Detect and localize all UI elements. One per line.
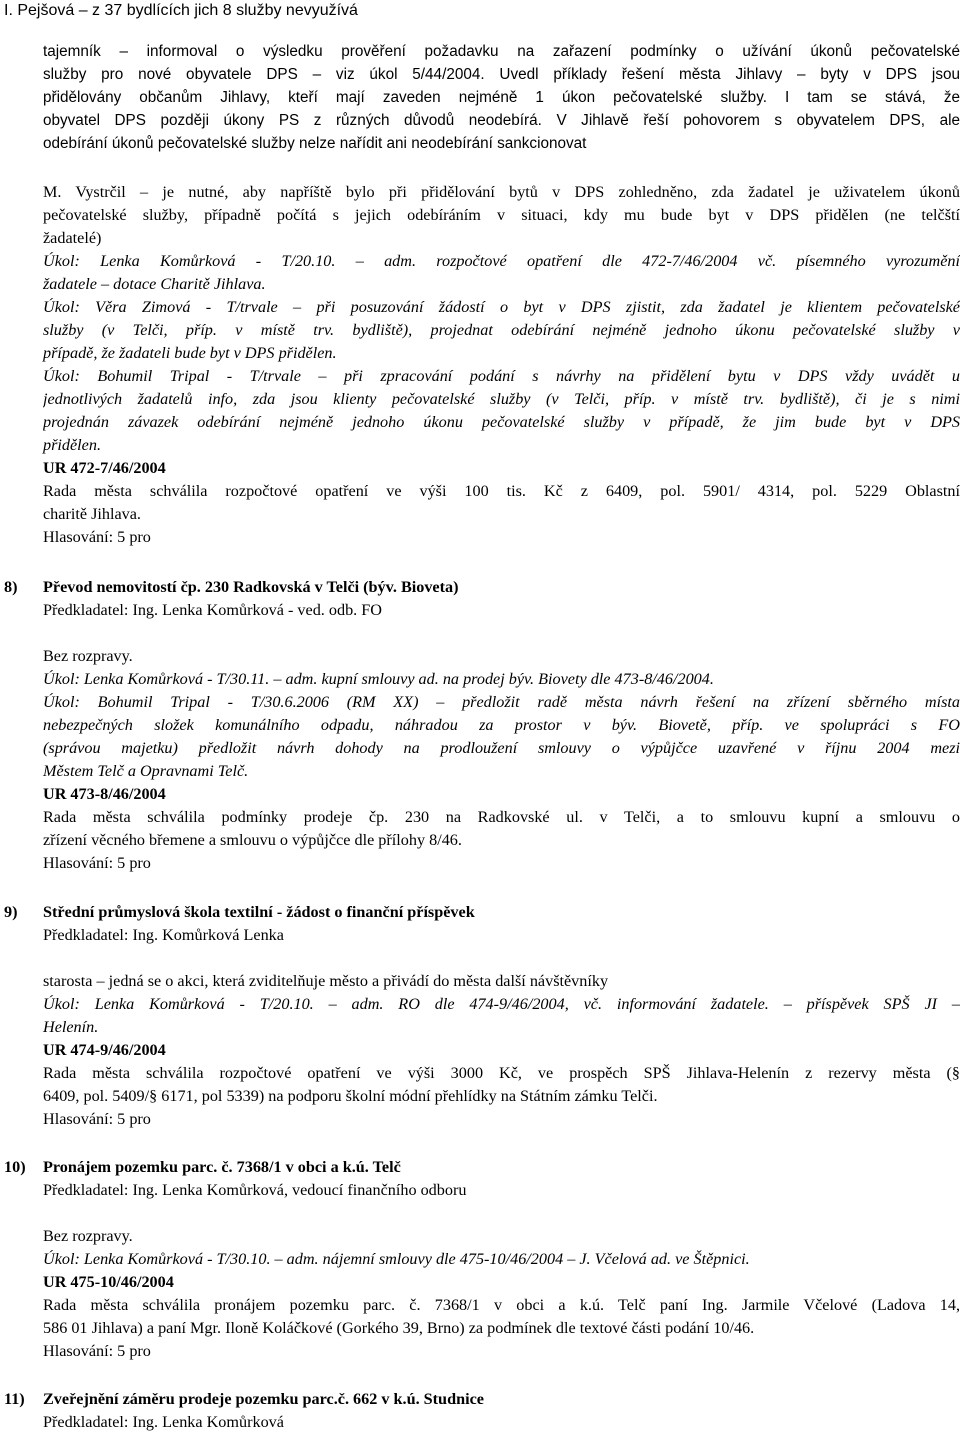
item-number: 9): [4, 903, 18, 921]
paragraph-secretary: [43, 40, 960, 155]
vote-result: Hlasování: 5 pro: [43, 528, 151, 546]
text-line: žadatelé): [43, 229, 102, 247]
item10-body: [43, 1225, 960, 1363]
task-line: Úkol: Lenka Komůrková - T/20.10. – adm. rozpočtové opatření dle 472-7/46/2004 vč. písemného vyrozumění: [43, 252, 960, 270]
resolution-code: UR 473-8/46/2004: [43, 785, 166, 803]
text-line: M. Vystrčil – je nutné, aby napříště bylo při přidělování bytů v DPS zohledněno, zda žadatel je uživatelem úkonů: [43, 183, 960, 201]
item-title: Pronájem pozemku parc. č. 7368/1 v obci a k.ú. Telč: [43, 1158, 401, 1176]
resolution-text: 6409, pol. 5409/§ 6171, pol 5339) na podporu školní módní přehlídky na Státním zámku Telči.: [43, 1087, 658, 1105]
resolution-472: [43, 457, 960, 549]
text-line: obyvatel DPS později úkony PS z různých důvodů neodebírá. V Jihlavě řeší pohovorem s obyvatelem DPS, ale: [43, 112, 960, 129]
task-line: přidělen.: [43, 436, 101, 454]
task-line: služby (v Telči, příp. v místě trv. bydliště), projednat odebírání nejméně jednoho úkonu pečovatelské služby v: [43, 321, 960, 339]
resolution-text: Rada města schválila pronájem pozemku parc. č. 7368/1 v obci a k.ú. Telč paní Ing. Jarmile Včelové (Ladova 14,: [43, 1296, 960, 1314]
vote-result: Hlasování: 5 pro: [43, 1110, 151, 1128]
task-line: Úkol: Věra Zimová - T/trvale – při posuzování žádostí o byt v DPS zjistit, zda žadatel je klientem pečovatelské: [43, 298, 960, 316]
task-line: případě, že žadateli bude byt v DPS přidělen.: [43, 344, 337, 362]
item9-presenter-block: [43, 924, 960, 947]
item-number: 10): [4, 1158, 26, 1176]
text-line: tajemník – informoval o výsledku prověření požadavku na zařazení podmínky o užívání úkonů pečovatelské: [43, 43, 960, 60]
task-line: Úkol: Lenka Komůrková - T/20.10. – adm. RO dle 474-9/46/2004, vč. informování žadatele. – příspěvek SPŠ JI –: [43, 995, 960, 1013]
task-line: Úkol: Bohumil Tripal - T/30.6.2006 (RM XX) – předložit radě města návrh řešení na zřízení sběrného místa: [43, 693, 960, 711]
task-line: Úkol: Bohumil Tripal - T/trvale – při zpracování podání s návrhy na přidělení bytu v DPS vždy uvádět u: [43, 367, 960, 385]
item9-body: [43, 970, 960, 1131]
resolution-code: UR 472-7/46/2004: [43, 459, 166, 477]
task-line: projednán závazek odebírání nejméně jednoho úkonu pečovatelské služby v případě, že jim bude byt v DPS: [43, 413, 960, 431]
resolution-text: Rada města schválila rozpočtové opatření ve výši 3000 Kč, ve prospěch SPŠ Jihlava-Helenín z rezervy města (§: [43, 1064, 960, 1082]
task-line: Úkol: Lenka Komůrková - T/30.11. – adm. kupní smlouvy ad. na prodej býv. Biovety dle 473-8/46/2004.: [43, 670, 714, 688]
item-title: Střední průmyslová škola textilní - žádost o finanční příspěvek: [43, 903, 475, 921]
task-line: Městem Telč a Opravnami Telč.: [43, 762, 249, 780]
discussion: Bez rozpravy.: [43, 1227, 133, 1245]
vote-result: Hlasování: 5 pro: [43, 854, 151, 872]
tasks-item7: [43, 250, 960, 457]
text-line: pečovatelské služby, případně počítá s jejich odebíráním v situaci, kdy mu bude byt v DPS přidělen (ne telčští: [43, 206, 960, 224]
item8-presenter-block: [43, 599, 960, 622]
text-line: přidělovány občanům Jihlavy, kteří mají zaveden nejméně 1 úkon pečovatelské služby. I tam se stává, že: [43, 89, 960, 106]
resolution-text: 586 01 Jihlava) a paní Mgr. Iloně Koláčkové (Gorkého 39, Brno) za podmínek dle textové části podání 10/46.: [43, 1319, 755, 1337]
paragraph-vystrcil: [43, 181, 960, 250]
discussion: Bez rozpravy.: [43, 647, 133, 665]
presenter: Předkladatel: Ing. Komůrková Lenka: [43, 926, 284, 944]
item8-body: [43, 645, 960, 875]
text-line: odebírání úkonů pečovatelské služby nelze nařídit ani neodebírání sankcionovat: [43, 135, 587, 152]
presenter: Předkladatel: Ing. Lenka Komůrková: [43, 1413, 284, 1431]
vote-result: Hlasování: 5 pro: [43, 1342, 151, 1360]
resolution-code: UR 475-10/46/2004: [43, 1273, 174, 1291]
presenter: Předkladatel: Ing. Lenka Komůrková - ved. odb. FO: [43, 601, 382, 619]
resolution-text: Rada města schválila rozpočtové opatření ve výši 100 tis. Kč z 6409, pol. 5901/ 4314, pol. 5229 Oblastní: [43, 482, 960, 500]
item11-presenter-block: [43, 1411, 960, 1434]
task-line: Úkol: Lenka Komůrková - T/30.10. – adm. nájemní smlouvy dle 475-10/46/2004 – J. Včelová ad. ve Štěpnici.: [43, 1250, 750, 1268]
item-number: 11): [4, 1390, 25, 1408]
presenter: Předkladatel: Ing. Lenka Komůrková, vedoucí finančního odboru: [43, 1181, 467, 1199]
task-line: nebezpečných složek komunálního odpadu, náhradou za prostor v býv. Biovetě, příp. ve spolupráci s FO: [43, 716, 960, 734]
item-title: Převod nemovitostí čp. 230 Radkovská v Telči (býv. Bioveta): [43, 578, 459, 596]
resolution-text: zřízení věcného břemene a smlouvu o výpůjčce dle přílohy 8/46.: [43, 831, 462, 849]
task-line: (správou majetku) předložit návrh dohody na prodloužení smlouvy o výpůjčce uzavřené v říjnu 2004 mezi: [43, 739, 960, 757]
item-number: 8): [4, 578, 18, 596]
resolution-code: UR 474-9/46/2004: [43, 1041, 166, 1059]
task-line: Helenín.: [43, 1018, 99, 1036]
item10-presenter-block: [43, 1179, 960, 1202]
top-item: I. Pejšová – z 37 bydlících jich 8 služby nevyužívá: [4, 2, 358, 19]
item-title: Zveřejnění záměru prodeje pozemku parc.č. 662 v k.ú. Studnice: [43, 1390, 484, 1408]
text-line: služby pro nové obyvatele DPS – viz úkol 5/44/2004. Uvedl příklady řešení města Jihlavy – byty v DPS jsou: [43, 66, 960, 83]
discussion: starosta – jedná se o akci, která zviditelňuje město a přivádí do města další návštěvníky: [43, 972, 609, 990]
task-line: jednotlivých žadatelů info, zda jsou klienty pečovatelské služby (v Telči, příp. v místě trv. bydliště), či je s nimi: [43, 390, 960, 408]
resolution-text: charitě Jihlava.: [43, 505, 141, 523]
resolution-text: Rada města schválila podmínky prodeje čp. 230 na Radkovské ul. v Telči, a to smlouvu kupní a smlouvu o: [43, 808, 960, 826]
task-line: žadatele – dotace Charitě Jihlava.: [43, 275, 266, 293]
